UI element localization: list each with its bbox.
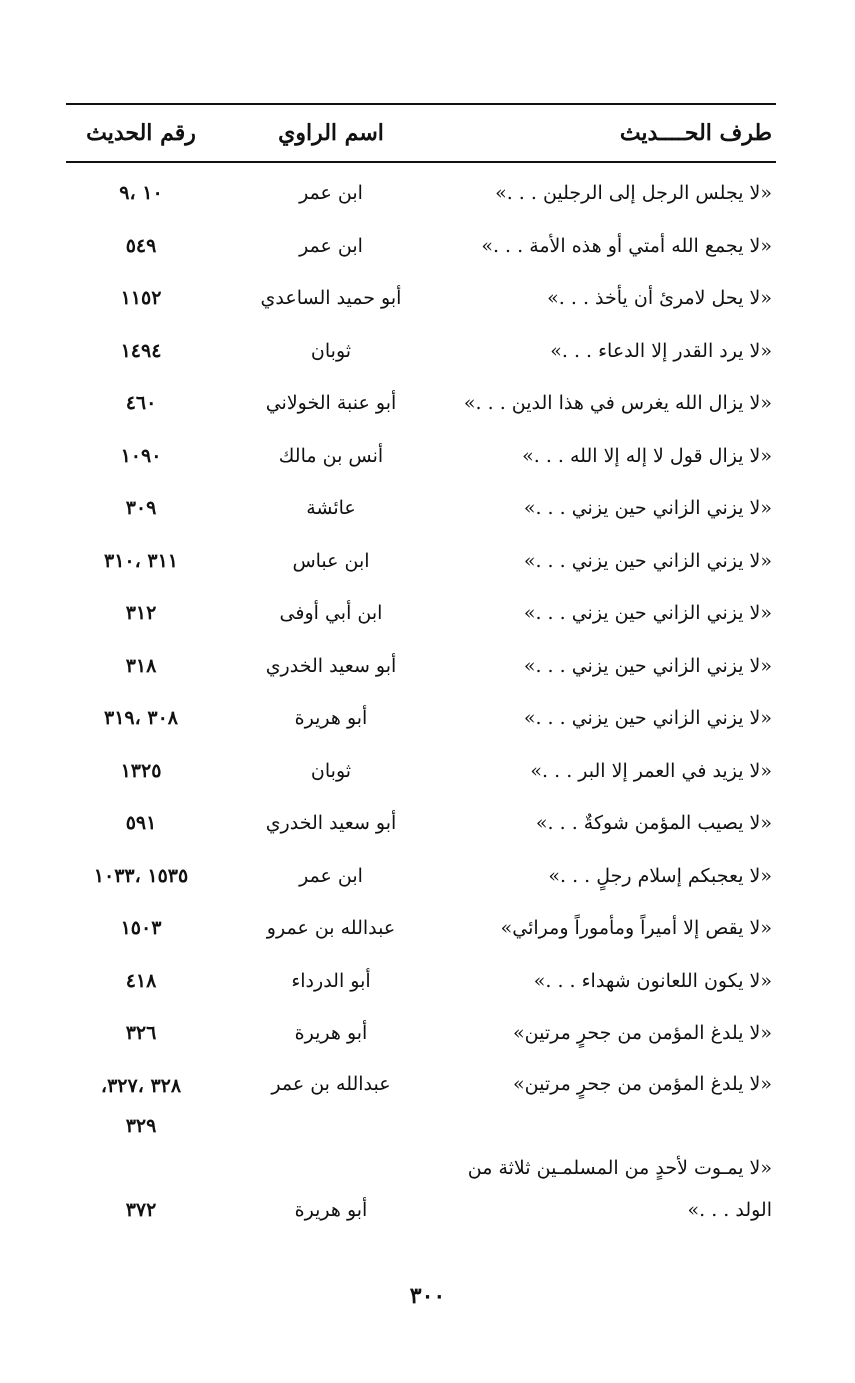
raqm-cell <box>66 1066 216 1146</box>
raqm-cell: ٣٧٢ <box>125 1198 157 1221</box>
rawi-cell: أنس بن مالك <box>278 444 384 467</box>
table-row <box>66 955 776 1008</box>
raqm-cell: ٣١١ ،٣١٠ <box>104 549 178 572</box>
raqm-cell: ١٣٢٥ <box>120 759 162 782</box>
tarf-cell-line1: «لا يمـوت لأحدٍ من المسلمـين ثلاثة من <box>467 1156 772 1179</box>
raqm-cell: ١٥٠٣ <box>120 917 162 940</box>
raqm-cell: ١٤٩٤ <box>120 339 162 362</box>
table-body <box>66 167 776 1138</box>
tarf-cell: «لا يحل لامرئ أن يأخذ . . .» <box>547 287 772 310</box>
header-rawi: اسم الراوي <box>278 120 384 146</box>
page-number: ٣٠٠ <box>409 1283 446 1309</box>
raqm-line-continued: ٣٢٩ <box>125 1114 157 1137</box>
table-row <box>66 745 776 798</box>
table-row <box>66 587 776 640</box>
rawi-cell: أبو عنبة الخولاني <box>265 392 397 415</box>
tarf-cell: «لا يزني الزاني حين يزني . . .» <box>523 707 772 730</box>
table-row <box>66 1190 776 1230</box>
raqm-line: ٣٢٨ ،٣٢٧، <box>100 1074 182 1097</box>
tarf-cell: «لا يزني الزاني حين يزني . . .» <box>523 654 772 677</box>
rawi-cell: أبو سعيد الخدري <box>265 812 397 835</box>
tarf-cell: «لا يجلس الرجل إلى الرجلين . . .» <box>495 182 772 205</box>
tarf-cell: «لا يلدغ المؤمن من جحرٍ مرتين» <box>513 1072 772 1095</box>
raqm-cell: ٥٩١ <box>125 812 157 835</box>
tarf-cell: «لا يلدغ المؤمن من جحرٍ مرتين» <box>513 1022 772 1045</box>
tarf-cell: «لا يرد القدر إلا الدعاء . . .» <box>550 339 772 362</box>
rawi-cell: أبو هريرة <box>294 1022 368 1045</box>
rawi-cell: ابن أبي أوفى <box>279 602 383 625</box>
rawi-cell: أبو هريرة <box>294 707 368 730</box>
table-row <box>66 272 776 325</box>
rawi-cell: ابن عمر <box>299 234 363 257</box>
table-row <box>66 220 776 273</box>
tarf-cell: «لا يصيب المؤمن شوكةٌ . . .» <box>535 812 772 835</box>
raqm-cell: ٤١٨ <box>125 969 157 992</box>
rawi-cell: ابن عباس <box>292 549 370 572</box>
table-row <box>66 377 776 430</box>
table-row <box>66 482 776 535</box>
raqm-cell: ١٠ ،٩ <box>119 182 163 205</box>
table-row <box>66 535 776 588</box>
index-page <box>66 103 776 1230</box>
rawi-cell: ابن عمر <box>299 864 363 887</box>
table-row <box>66 640 776 693</box>
rawi-cell: أبو سعيد الخدري <box>265 654 397 677</box>
raqm-cell: ١٠٩٠ <box>120 444 162 467</box>
tarf-cell: «لا يعجبكم إسلام رجلٍ . . .» <box>548 864 772 887</box>
table-row <box>66 1007 776 1060</box>
tarf-cell: «لا يقص إلا أميراً ومأموراً ومرائي» <box>500 917 772 940</box>
rawi-cell: أبو هريرة <box>294 1198 368 1221</box>
rawi-cell: أبو الدرداء <box>291 969 371 992</box>
rawi-cell: ثوبان <box>310 759 352 782</box>
raqm-cell: ٤٦٠ <box>125 392 157 415</box>
table-header <box>66 105 776 163</box>
table-row <box>66 1060 776 1138</box>
tarf-cell: «لا يزال قول لا إله إلا الله . . .» <box>522 444 772 467</box>
tarf-cell: «لا يزني الزاني حين يزني . . .» <box>523 549 772 572</box>
table-row <box>66 325 776 378</box>
header-tarf: طرف الحــــديث <box>619 120 772 146</box>
tarf-cell: «لا يزيد في العمر إلا البر . . .» <box>530 759 772 782</box>
raqm-cell: ٣١٢ <box>125 602 157 625</box>
tarf-cell: «لا يزني الزاني حين يزني . . .» <box>523 497 772 520</box>
table-row <box>66 797 776 850</box>
rawi-cell: عبدالله بن عمرو <box>266 917 396 940</box>
table-row <box>66 850 776 903</box>
raqm-cell: ٣١٨ <box>125 654 157 677</box>
raqm-cell: ١١٥٢ <box>120 287 162 310</box>
rawi-cell: أبو حميد الساعدي <box>260 287 402 310</box>
table-row-multiline <box>66 1146 776 1230</box>
table-row <box>66 167 776 220</box>
tarf-cell-line2: الولد . . .» <box>687 1198 772 1221</box>
raqm-cell: ٣٢٦ <box>125 1022 157 1045</box>
rawi-cell: ثوبان <box>310 339 352 362</box>
table-row <box>66 430 776 483</box>
tarf-cell: «لا يكون اللعانون شهداء . . .» <box>533 969 772 992</box>
table-row <box>66 692 776 745</box>
raqm-cell: ٥٤٩ <box>125 234 157 257</box>
rawi-cell: ابن عمر <box>299 182 363 205</box>
tarf-cell: «لا يجمع الله أمتي أو هذه الأمة . . .» <box>481 234 772 257</box>
header-raqm: رقم الحديث <box>86 120 196 146</box>
rawi-cell: عبدالله بن عمر <box>271 1072 391 1095</box>
table-row <box>66 902 776 955</box>
rawi-cell: عائشة <box>306 497 356 520</box>
tarf-cell: «لا يزني الزاني حين يزني . . .» <box>523 602 772 625</box>
raqm-cell: ١٥٣٥ ،١٠٣٣ <box>93 864 189 887</box>
tarf-cell: «لا يزال الله يغرس في هذا الدين . . .» <box>463 392 772 415</box>
raqm-cell: ٣٠٩ <box>125 497 157 520</box>
raqm-cell: ٣٠٨ ،٣١٩ <box>104 707 178 730</box>
